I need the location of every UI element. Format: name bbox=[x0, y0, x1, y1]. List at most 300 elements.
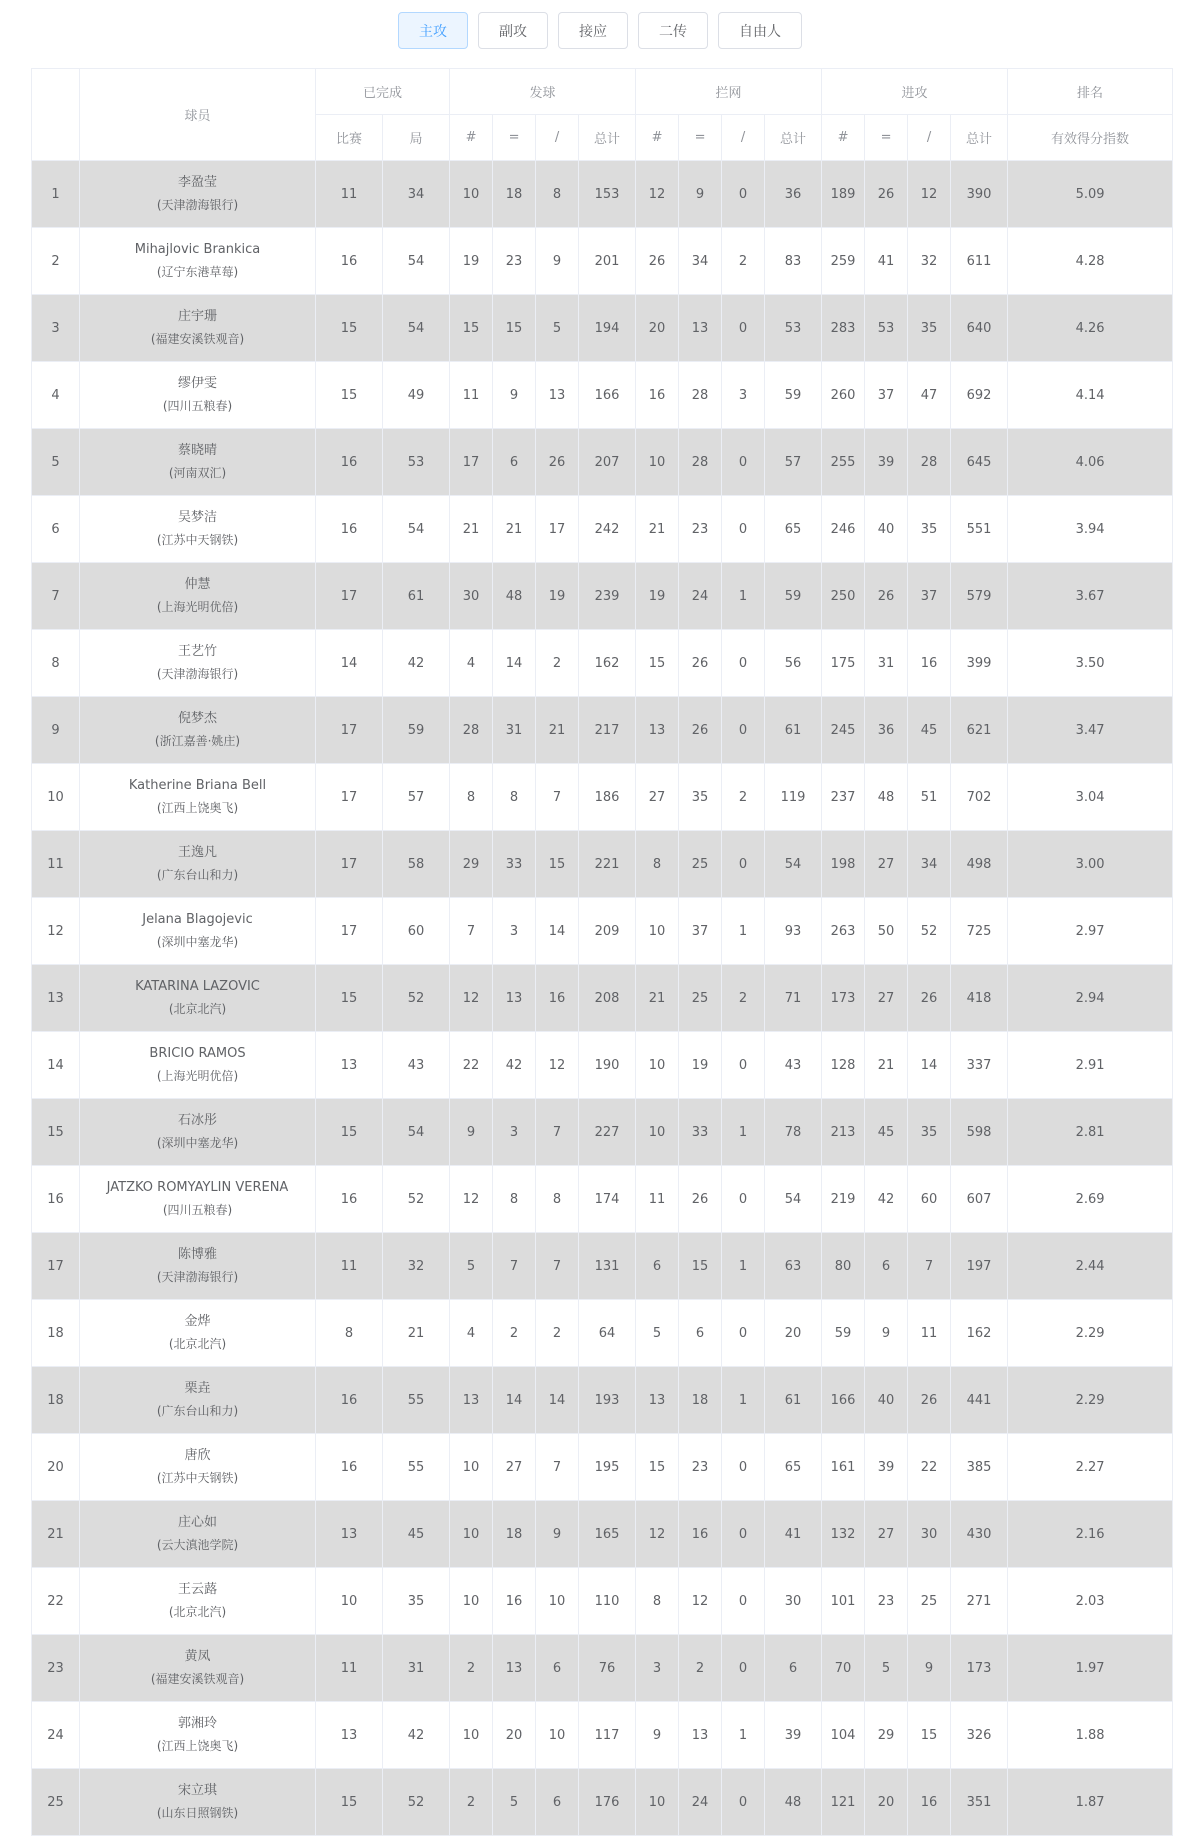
serve-total-header: 总计 bbox=[579, 115, 636, 161]
attack-neutral-cell: 45 bbox=[865, 1099, 908, 1166]
block-neutral-cell: 28 bbox=[679, 362, 722, 429]
sets-cell: 59 bbox=[383, 697, 450, 764]
serve-neutral-header: = bbox=[493, 115, 536, 161]
rank-cell: 24 bbox=[32, 1702, 80, 1769]
table-row bbox=[32, 965, 1173, 1032]
sets-cell: 54 bbox=[383, 228, 450, 295]
attack-neutral-cell: 9 bbox=[865, 1300, 908, 1367]
serve-error-cell: 8 bbox=[536, 1166, 579, 1233]
block-neutral-cell: 24 bbox=[679, 563, 722, 630]
block-error-cell: 1 bbox=[722, 563, 765, 630]
attack-kill-cell: 250 bbox=[822, 563, 865, 630]
score-index-cell: 2.44 bbox=[1008, 1233, 1173, 1300]
player-name: 王逸凡 bbox=[177, 845, 217, 860]
serve-total-cell: 117 bbox=[579, 1702, 636, 1769]
serve-neutral-cell: 14 bbox=[493, 630, 536, 697]
rank-cell: 11 bbox=[32, 831, 80, 898]
serve-neutral-cell: 3 bbox=[493, 1099, 536, 1166]
player-cell bbox=[80, 1367, 316, 1434]
attack-error-cell: 22 bbox=[908, 1434, 951, 1501]
block-total-cell: 65 bbox=[765, 1434, 822, 1501]
sets-cell: 60 bbox=[383, 898, 450, 965]
serve-total-cell: 64 bbox=[579, 1300, 636, 1367]
player-team: (上海光明优倍) bbox=[156, 1069, 239, 1083]
serve-error-cell: 17 bbox=[536, 496, 579, 563]
player-team: (深圳中塞龙华) bbox=[156, 935, 239, 949]
player-team: (四川五粮春) bbox=[162, 1203, 233, 1217]
serve-header: 发球 bbox=[450, 69, 636, 115]
player-cell bbox=[80, 1166, 316, 1233]
player-name: 庄心如 bbox=[177, 1515, 217, 1530]
table-row bbox=[32, 1233, 1173, 1300]
matches-cell: 13 bbox=[316, 1702, 383, 1769]
serve-total-cell: 76 bbox=[579, 1635, 636, 1702]
block-error-cell: 1 bbox=[722, 898, 765, 965]
attack-total-cell: 326 bbox=[951, 1702, 1008, 1769]
serve-total-cell: 227 bbox=[579, 1099, 636, 1166]
attack-error-cell: 9 bbox=[908, 1635, 951, 1702]
block-point-cell: 13 bbox=[636, 1367, 679, 1434]
block-error-cell: 0 bbox=[722, 697, 765, 764]
score-index-header: 有效得分指数 bbox=[1008, 115, 1173, 161]
matches-cell: 17 bbox=[316, 563, 383, 630]
attack-neutral-cell: 27 bbox=[865, 965, 908, 1032]
matches-header: 比赛 bbox=[316, 115, 383, 161]
attack-total-cell: 197 bbox=[951, 1233, 1008, 1300]
block-error-cell: 0 bbox=[722, 1635, 765, 1702]
serve-error-cell: 2 bbox=[536, 1300, 579, 1367]
serve-error-cell: 12 bbox=[536, 1032, 579, 1099]
block-point-cell: 19 bbox=[636, 563, 679, 630]
attack-error-cell: 32 bbox=[908, 228, 951, 295]
serve-ace-cell: 15 bbox=[450, 295, 493, 362]
block-error-cell: 0 bbox=[722, 630, 765, 697]
player-team: (天津渤海银行) bbox=[156, 667, 239, 681]
attack-total-cell: 551 bbox=[951, 496, 1008, 563]
matches-cell: 16 bbox=[316, 429, 383, 496]
serve-ace-cell: 28 bbox=[450, 697, 493, 764]
player-name: 倪梦杰 bbox=[177, 711, 217, 726]
completed-header: 已完成 bbox=[316, 69, 450, 115]
serve-neutral-cell: 3 bbox=[493, 898, 536, 965]
sets-cell: 55 bbox=[383, 1367, 450, 1434]
rank-cell: 16 bbox=[32, 1166, 80, 1233]
block-total-cell: 71 bbox=[765, 965, 822, 1032]
attack-neutral-cell: 48 bbox=[865, 764, 908, 831]
serve-total-cell: 242 bbox=[579, 496, 636, 563]
serve-neutral-cell: 42 bbox=[493, 1032, 536, 1099]
table-row bbox=[32, 1300, 1173, 1367]
serve-total-cell: 186 bbox=[579, 764, 636, 831]
player-name: Katherine Briana Bell bbox=[128, 778, 267, 793]
block-error-cell: 2 bbox=[722, 228, 765, 295]
player-cell bbox=[80, 563, 316, 630]
attack-kill-cell: 101 bbox=[822, 1568, 865, 1635]
block-point-cell: 21 bbox=[636, 496, 679, 563]
table-row bbox=[32, 161, 1173, 228]
matches-cell: 17 bbox=[316, 764, 383, 831]
attack-total-cell: 645 bbox=[951, 429, 1008, 496]
attack-neutral-cell: 20 bbox=[865, 1769, 908, 1836]
serve-neutral-cell: 16 bbox=[493, 1568, 536, 1635]
player-team: (山东日照钢铁) bbox=[156, 1806, 239, 1820]
tab-4[interactable]: 自由人 bbox=[718, 12, 802, 49]
sets-cell: 53 bbox=[383, 429, 450, 496]
block-neutral-cell: 26 bbox=[679, 630, 722, 697]
attack-kill-cell: 245 bbox=[822, 697, 865, 764]
table-row bbox=[32, 1702, 1173, 1769]
block-error-header: / bbox=[722, 115, 765, 161]
attack-error-cell: 14 bbox=[908, 1032, 951, 1099]
rank-cell: 2 bbox=[32, 228, 80, 295]
table-row bbox=[32, 630, 1173, 697]
serve-ace-header: # bbox=[450, 115, 493, 161]
player-name: 唐欣 bbox=[184, 1448, 211, 1463]
score-index-cell: 4.14 bbox=[1008, 362, 1173, 429]
sets-cell: 55 bbox=[383, 1434, 450, 1501]
attack-total-cell: 611 bbox=[951, 228, 1008, 295]
block-total-cell: 119 bbox=[765, 764, 822, 831]
block-point-cell: 27 bbox=[636, 764, 679, 831]
attack-header: 进攻 bbox=[822, 69, 1008, 115]
attack-total-cell: 385 bbox=[951, 1434, 1008, 1501]
serve-ace-cell: 4 bbox=[450, 630, 493, 697]
player-team: (北京北汽) bbox=[168, 1337, 227, 1351]
serve-total-cell: 208 bbox=[579, 965, 636, 1032]
player-name: 王云蕗 bbox=[177, 1582, 217, 1597]
attack-neutral-cell: 53 bbox=[865, 295, 908, 362]
serve-ace-cell: 7 bbox=[450, 898, 493, 965]
sets-cell: 43 bbox=[383, 1032, 450, 1099]
block-neutral-cell: 25 bbox=[679, 965, 722, 1032]
block-point-cell: 8 bbox=[636, 1568, 679, 1635]
score-index-cell: 4.26 bbox=[1008, 295, 1173, 362]
player-team: (福建安溪铁观音) bbox=[150, 1672, 245, 1686]
block-neutral-cell: 9 bbox=[679, 161, 722, 228]
serve-error-cell: 13 bbox=[536, 362, 579, 429]
attack-kill-cell: 283 bbox=[822, 295, 865, 362]
attack-kill-cell: 70 bbox=[822, 1635, 865, 1702]
serve-neutral-cell: 18 bbox=[493, 1501, 536, 1568]
sets-cell: 32 bbox=[383, 1233, 450, 1300]
attack-error-cell: 26 bbox=[908, 965, 951, 1032]
block-neutral-cell: 15 bbox=[679, 1233, 722, 1300]
player-team: (江苏中天钢铁) bbox=[156, 533, 239, 547]
player-cell bbox=[80, 1032, 316, 1099]
attack-kill-cell: 80 bbox=[822, 1233, 865, 1300]
block-point-cell: 10 bbox=[636, 898, 679, 965]
tab-3[interactable]: 二传 bbox=[638, 12, 708, 49]
block-error-cell: 1 bbox=[722, 1099, 765, 1166]
attack-total-cell: 173 bbox=[951, 1635, 1008, 1702]
serve-error-cell: 7 bbox=[536, 1099, 579, 1166]
attack-kill-cell: 59 bbox=[822, 1300, 865, 1367]
attack-kill-cell: 213 bbox=[822, 1099, 865, 1166]
block-error-cell: 0 bbox=[722, 1166, 765, 1233]
table-row bbox=[32, 1769, 1173, 1836]
score-index-cell: 2.91 bbox=[1008, 1032, 1173, 1099]
table-row bbox=[32, 496, 1173, 563]
block-point-header: # bbox=[636, 115, 679, 161]
serve-ace-cell: 9 bbox=[450, 1099, 493, 1166]
serve-total-cell: 131 bbox=[579, 1233, 636, 1300]
rank-cell: 5 bbox=[32, 429, 80, 496]
block-point-cell: 15 bbox=[636, 1434, 679, 1501]
matches-cell: 15 bbox=[316, 295, 383, 362]
tab-0[interactable]: 主攻 bbox=[398, 12, 468, 49]
serve-total-cell: 166 bbox=[579, 362, 636, 429]
serve-ace-cell: 2 bbox=[450, 1769, 493, 1836]
serve-total-cell: 110 bbox=[579, 1568, 636, 1635]
attack-total-cell: 162 bbox=[951, 1300, 1008, 1367]
table-row bbox=[32, 362, 1173, 429]
serve-ace-cell: 10 bbox=[450, 1434, 493, 1501]
serve-ace-cell: 2 bbox=[450, 1635, 493, 1702]
table-row bbox=[32, 295, 1173, 362]
serve-neutral-cell: 7 bbox=[493, 1233, 536, 1300]
serve-total-cell: 221 bbox=[579, 831, 636, 898]
attack-neutral-cell: 39 bbox=[865, 429, 908, 496]
matches-cell: 17 bbox=[316, 898, 383, 965]
block-total-cell: 59 bbox=[765, 563, 822, 630]
attack-error-cell: 16 bbox=[908, 630, 951, 697]
table-row bbox=[32, 1032, 1173, 1099]
sets-cell: 42 bbox=[383, 630, 450, 697]
attack-error-cell: 47 bbox=[908, 362, 951, 429]
block-point-cell: 12 bbox=[636, 1501, 679, 1568]
rank-number-header bbox=[32, 69, 80, 161]
block-neutral-cell: 18 bbox=[679, 1367, 722, 1434]
table-row bbox=[32, 1099, 1173, 1166]
rank-cell: 14 bbox=[32, 1032, 80, 1099]
player-cell bbox=[80, 965, 316, 1032]
attack-total-cell: 692 bbox=[951, 362, 1008, 429]
attack-total-cell: 351 bbox=[951, 1769, 1008, 1836]
matches-cell: 8 bbox=[316, 1300, 383, 1367]
attack-neutral-cell: 26 bbox=[865, 563, 908, 630]
serve-ace-cell: 22 bbox=[450, 1032, 493, 1099]
attack-neutral-cell: 26 bbox=[865, 161, 908, 228]
attack-total-cell: 702 bbox=[951, 764, 1008, 831]
block-neutral-cell: 2 bbox=[679, 1635, 722, 1702]
attack-error-cell: 26 bbox=[908, 1367, 951, 1434]
block-total-cell: 53 bbox=[765, 295, 822, 362]
block-neutral-cell: 12 bbox=[679, 1568, 722, 1635]
sets-cell: 52 bbox=[383, 1769, 450, 1836]
attack-kill-cell: 259 bbox=[822, 228, 865, 295]
attack-neutral-cell: 27 bbox=[865, 831, 908, 898]
serve-neutral-cell: 9 bbox=[493, 362, 536, 429]
block-total-cell: 57 bbox=[765, 429, 822, 496]
serve-ace-cell: 29 bbox=[450, 831, 493, 898]
table-row bbox=[32, 563, 1173, 630]
attack-error-cell: 30 bbox=[908, 1501, 951, 1568]
attack-kill-cell: 219 bbox=[822, 1166, 865, 1233]
attack-total-cell: 430 bbox=[951, 1501, 1008, 1568]
score-index-cell: 4.28 bbox=[1008, 228, 1173, 295]
attack-total-cell: 399 bbox=[951, 630, 1008, 697]
attack-neutral-cell: 21 bbox=[865, 1032, 908, 1099]
table-row bbox=[32, 1501, 1173, 1568]
attack-kill-cell: 173 bbox=[822, 965, 865, 1032]
player-team: (浙江嘉善·姚庄) bbox=[154, 734, 241, 748]
serve-neutral-cell: 13 bbox=[493, 1635, 536, 1702]
attack-kill-cell: 175 bbox=[822, 630, 865, 697]
block-neutral-cell: 6 bbox=[679, 1300, 722, 1367]
attack-neutral-cell: 5 bbox=[865, 1635, 908, 1702]
attack-kill-header: # bbox=[822, 115, 865, 161]
serve-ace-cell: 5 bbox=[450, 1233, 493, 1300]
attack-neutral-cell: 39 bbox=[865, 1434, 908, 1501]
block-total-cell: 6 bbox=[765, 1635, 822, 1702]
table-row bbox=[32, 831, 1173, 898]
block-point-cell: 10 bbox=[636, 1099, 679, 1166]
attack-kill-cell: 104 bbox=[822, 1702, 865, 1769]
table-row bbox=[32, 898, 1173, 965]
serve-error-cell: 8 bbox=[536, 161, 579, 228]
player-name: 王艺竹 bbox=[177, 644, 217, 659]
sets-cell: 42 bbox=[383, 1702, 450, 1769]
player-team: (深圳中塞龙华) bbox=[156, 1136, 239, 1150]
block-point-cell: 6 bbox=[636, 1233, 679, 1300]
attack-neutral-cell: 40 bbox=[865, 1367, 908, 1434]
rank-cell: 4 bbox=[32, 362, 80, 429]
player-header: 球员 bbox=[80, 69, 316, 161]
serve-error-cell: 9 bbox=[536, 228, 579, 295]
player-name: 仲慧 bbox=[184, 577, 211, 592]
block-point-cell: 11 bbox=[636, 1166, 679, 1233]
serve-error-cell: 14 bbox=[536, 898, 579, 965]
matches-cell: 13 bbox=[316, 1032, 383, 1099]
rank-cell: 8 bbox=[32, 630, 80, 697]
score-index-cell: 2.16 bbox=[1008, 1501, 1173, 1568]
serve-error-cell: 21 bbox=[536, 697, 579, 764]
player-cell bbox=[80, 1769, 316, 1836]
sets-cell: 54 bbox=[383, 295, 450, 362]
serve-error-cell: 6 bbox=[536, 1635, 579, 1702]
attack-error-cell: 7 bbox=[908, 1233, 951, 1300]
player-cell bbox=[80, 1501, 316, 1568]
attack-total-cell: 337 bbox=[951, 1032, 1008, 1099]
player-cell bbox=[80, 630, 316, 697]
block-total-cell: 63 bbox=[765, 1233, 822, 1300]
attack-kill-cell: 260 bbox=[822, 362, 865, 429]
score-index-cell: 3.94 bbox=[1008, 496, 1173, 563]
serve-error-cell: 7 bbox=[536, 1434, 579, 1501]
sets-cell: 54 bbox=[383, 1099, 450, 1166]
matches-cell: 11 bbox=[316, 1233, 383, 1300]
attack-kill-cell: 121 bbox=[822, 1769, 865, 1836]
block-error-cell: 0 bbox=[722, 429, 765, 496]
attack-kill-cell: 166 bbox=[822, 1367, 865, 1434]
player-cell bbox=[80, 1300, 316, 1367]
matches-cell: 16 bbox=[316, 1434, 383, 1501]
block-neutral-cell: 16 bbox=[679, 1501, 722, 1568]
attack-error-cell: 28 bbox=[908, 429, 951, 496]
score-index-cell: 2.29 bbox=[1008, 1300, 1173, 1367]
serve-ace-cell: 4 bbox=[450, 1300, 493, 1367]
matches-cell: 16 bbox=[316, 228, 383, 295]
rank-cell: 1 bbox=[32, 161, 80, 228]
block-total-cell: 48 bbox=[765, 1769, 822, 1836]
matches-cell: 11 bbox=[316, 161, 383, 228]
serve-error-cell: 10 bbox=[536, 1568, 579, 1635]
serve-ace-cell: 19 bbox=[450, 228, 493, 295]
player-team: (云大滇池学院) bbox=[156, 1538, 239, 1552]
player-cell bbox=[80, 1434, 316, 1501]
block-total-cell: 54 bbox=[765, 1166, 822, 1233]
player-name: 缪伊雯 bbox=[177, 376, 217, 391]
block-neutral-cell: 26 bbox=[679, 1166, 722, 1233]
serve-total-cell: 194 bbox=[579, 295, 636, 362]
block-total-cell: 56 bbox=[765, 630, 822, 697]
serve-neutral-cell: 6 bbox=[493, 429, 536, 496]
matches-cell: 14 bbox=[316, 630, 383, 697]
block-neutral-cell: 34 bbox=[679, 228, 722, 295]
score-index-cell: 5.09 bbox=[1008, 161, 1173, 228]
attack-kill-cell: 128 bbox=[822, 1032, 865, 1099]
attack-error-header: / bbox=[908, 115, 951, 161]
serve-error-cell: 15 bbox=[536, 831, 579, 898]
block-error-cell: 0 bbox=[722, 1568, 765, 1635]
player-team: (江西上饶奥飞) bbox=[156, 1739, 239, 1753]
player-team: (上海光明优倍) bbox=[156, 600, 239, 614]
player-name: 栗垚 bbox=[184, 1381, 211, 1396]
player-cell bbox=[80, 228, 316, 295]
player-team: (辽宁东港草莓) bbox=[156, 265, 239, 279]
matches-cell: 15 bbox=[316, 1099, 383, 1166]
serve-total-cell: 153 bbox=[579, 161, 636, 228]
tab-2[interactable]: 接应 bbox=[558, 12, 628, 49]
player-cell bbox=[80, 496, 316, 563]
serve-neutral-cell: 15 bbox=[493, 295, 536, 362]
sets-cell: 49 bbox=[383, 362, 450, 429]
attack-total-cell: 598 bbox=[951, 1099, 1008, 1166]
attack-total-cell: 621 bbox=[951, 697, 1008, 764]
serve-error-cell: 6 bbox=[536, 1769, 579, 1836]
serve-total-cell: 209 bbox=[579, 898, 636, 965]
attack-neutral-header: = bbox=[865, 115, 908, 161]
player-team: (北京北汽) bbox=[168, 1605, 227, 1619]
player-name: 石冰彤 bbox=[177, 1113, 217, 1128]
attack-neutral-cell: 29 bbox=[865, 1702, 908, 1769]
attack-neutral-cell: 23 bbox=[865, 1568, 908, 1635]
block-neutral-cell: 33 bbox=[679, 1099, 722, 1166]
matches-cell: 15 bbox=[316, 1769, 383, 1836]
serve-neutral-cell: 48 bbox=[493, 563, 536, 630]
attack-neutral-cell: 31 bbox=[865, 630, 908, 697]
attack-error-cell: 37 bbox=[908, 563, 951, 630]
block-point-cell: 26 bbox=[636, 228, 679, 295]
tab-1[interactable]: 副攻 bbox=[478, 12, 548, 49]
block-total-cell: 30 bbox=[765, 1568, 822, 1635]
player-name: KATARINA LAZOVIC bbox=[135, 979, 260, 994]
attack-kill-cell: 255 bbox=[822, 429, 865, 496]
serve-total-cell: 201 bbox=[579, 228, 636, 295]
serve-error-cell: 26 bbox=[536, 429, 579, 496]
matches-cell: 11 bbox=[316, 1635, 383, 1702]
rank-cell: 25 bbox=[32, 1769, 80, 1836]
block-error-cell: 2 bbox=[722, 764, 765, 831]
score-index-cell: 2.69 bbox=[1008, 1166, 1173, 1233]
player-name: 宋立琪 bbox=[177, 1783, 217, 1798]
block-neutral-cell: 23 bbox=[679, 1434, 722, 1501]
rank-cell: 13 bbox=[32, 965, 80, 1032]
serve-error-cell: 2 bbox=[536, 630, 579, 697]
block-point-cell: 15 bbox=[636, 630, 679, 697]
block-error-cell: 0 bbox=[722, 1769, 765, 1836]
block-total-cell: 61 bbox=[765, 1367, 822, 1434]
